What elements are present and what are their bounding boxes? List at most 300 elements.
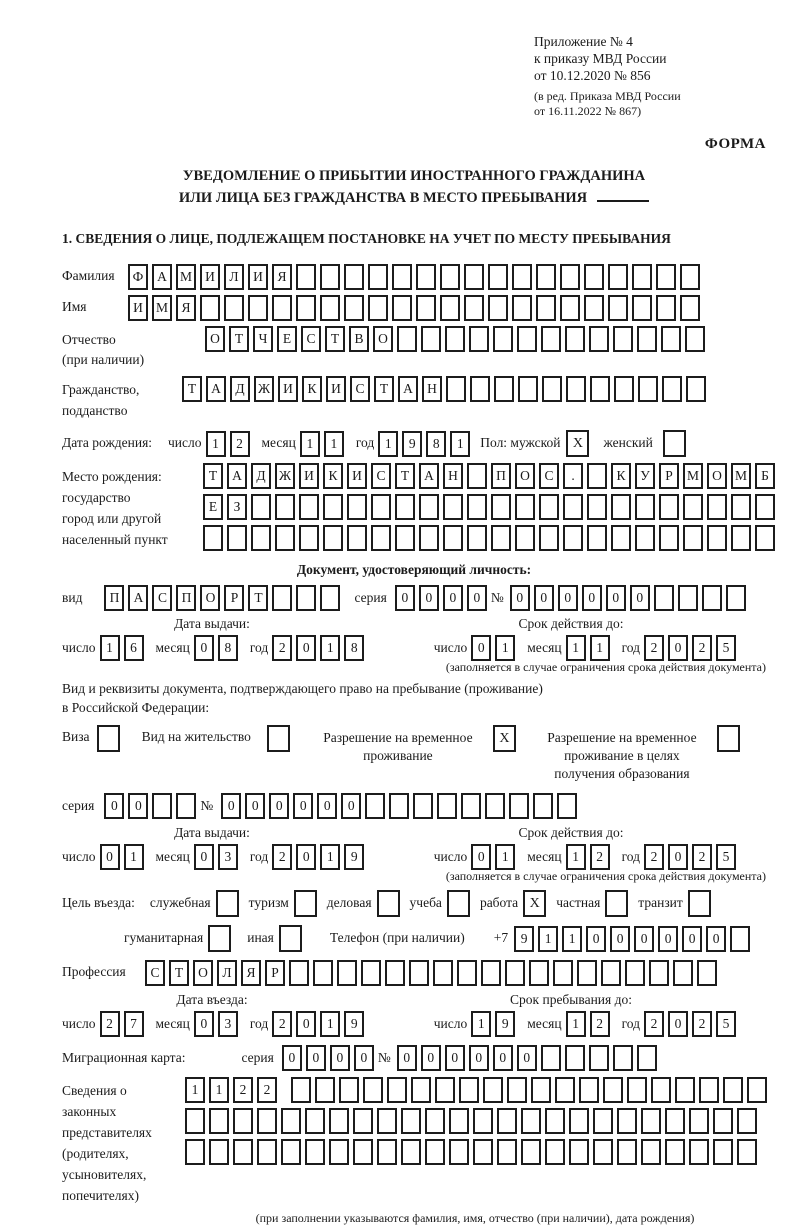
char-box[interactable]: В xyxy=(349,326,369,352)
char-box[interactable] xyxy=(665,1108,685,1134)
purpose-study-checkbox[interactable] xyxy=(447,890,470,917)
char-box[interactable]: И xyxy=(278,376,298,402)
char-box[interactable] xyxy=(497,1108,517,1134)
char-box[interactable] xyxy=(713,1108,733,1134)
char-box[interactable]: 0 xyxy=(471,844,491,870)
char-box[interactable] xyxy=(353,1108,373,1134)
char-box[interactable] xyxy=(494,376,514,402)
char-box[interactable]: О xyxy=(205,326,225,352)
char-box[interactable]: С xyxy=(350,376,370,402)
char-box[interactable]: О xyxy=(373,326,393,352)
char-box[interactable] xyxy=(512,295,532,321)
char-box[interactable]: 2 xyxy=(590,844,610,870)
char-box[interactable]: 0 xyxy=(558,585,578,611)
char-box[interactable]: 2 xyxy=(590,1011,610,1037)
char-box[interactable] xyxy=(689,1139,709,1165)
char-box[interactable]: 1 xyxy=(100,635,120,661)
char-box[interactable] xyxy=(296,264,316,290)
char-box[interactable]: 9 xyxy=(514,926,534,952)
char-box[interactable]: У xyxy=(635,463,655,489)
char-box[interactable]: Ч xyxy=(253,326,273,352)
char-box[interactable] xyxy=(518,376,538,402)
char-box[interactable] xyxy=(707,494,727,520)
char-box[interactable] xyxy=(584,264,604,290)
char-box[interactable]: С xyxy=(371,463,391,489)
char-box[interactable]: 1 xyxy=(566,635,586,661)
char-box[interactable] xyxy=(281,1108,301,1134)
char-box[interactable] xyxy=(389,793,409,819)
purpose-work-checkbox[interactable]: X xyxy=(523,890,546,917)
char-box[interactable] xyxy=(185,1108,205,1134)
char-box[interactable] xyxy=(713,1139,733,1165)
char-box[interactable] xyxy=(731,525,751,551)
char-box[interactable] xyxy=(433,960,453,986)
char-box[interactable]: 3 xyxy=(218,1011,238,1037)
char-box[interactable]: Я xyxy=(176,295,196,321)
char-box[interactable] xyxy=(248,295,268,321)
char-box[interactable] xyxy=(505,960,525,986)
char-box[interactable]: 1 xyxy=(590,635,610,661)
char-box[interactable] xyxy=(541,1045,561,1071)
char-box[interactable] xyxy=(680,295,700,321)
char-box[interactable] xyxy=(411,1077,431,1103)
char-box[interactable]: 0 xyxy=(354,1045,374,1071)
char-box[interactable] xyxy=(521,1139,541,1165)
char-box[interactable]: 2 xyxy=(100,1011,120,1037)
char-box[interactable] xyxy=(577,960,597,986)
char-box[interactable]: 0 xyxy=(245,793,265,819)
char-box[interactable] xyxy=(545,1108,565,1134)
char-box[interactable] xyxy=(251,525,271,551)
char-box[interactable] xyxy=(593,1108,613,1134)
char-box[interactable] xyxy=(625,960,645,986)
char-box[interactable] xyxy=(409,960,429,986)
char-box[interactable] xyxy=(608,295,628,321)
char-box[interactable]: 1 xyxy=(538,926,558,952)
char-box[interactable]: 1 xyxy=(566,844,586,870)
char-box[interactable]: 2 xyxy=(233,1077,253,1103)
char-box[interactable]: 0 xyxy=(419,585,439,611)
char-box[interactable]: 0 xyxy=(104,793,124,819)
char-box[interactable]: 6 xyxy=(124,635,144,661)
char-box[interactable]: Л xyxy=(224,264,244,290)
char-box[interactable] xyxy=(587,463,607,489)
char-box[interactable] xyxy=(512,264,532,290)
char-box[interactable] xyxy=(344,295,364,321)
char-box[interactable]: П xyxy=(176,585,196,611)
char-box[interactable] xyxy=(329,1108,349,1134)
char-box[interactable]: Е xyxy=(203,494,223,520)
char-box[interactable] xyxy=(536,264,556,290)
char-box[interactable]: 0 xyxy=(194,635,214,661)
char-box[interactable] xyxy=(413,793,433,819)
char-box[interactable]: З xyxy=(227,494,247,520)
char-box[interactable]: О xyxy=(200,585,220,611)
char-box[interactable] xyxy=(416,295,436,321)
char-box[interactable]: 2 xyxy=(272,844,292,870)
char-box[interactable] xyxy=(531,1077,551,1103)
char-box[interactable] xyxy=(635,525,655,551)
char-box[interactable]: А xyxy=(152,264,172,290)
char-box[interactable] xyxy=(233,1139,253,1165)
char-box[interactable] xyxy=(203,525,223,551)
char-box[interactable] xyxy=(601,960,621,986)
char-box[interactable] xyxy=(545,1139,565,1165)
char-box[interactable]: 0 xyxy=(395,585,415,611)
char-box[interactable]: 0 xyxy=(534,585,554,611)
char-box[interactable] xyxy=(491,494,511,520)
char-box[interactable]: 0 xyxy=(443,585,463,611)
char-box[interactable]: 0 xyxy=(100,844,120,870)
char-box[interactable]: А xyxy=(398,376,418,402)
char-box[interactable]: И xyxy=(326,376,346,402)
char-box[interactable]: 0 xyxy=(317,793,337,819)
char-box[interactable]: 0 xyxy=(269,793,289,819)
char-box[interactable] xyxy=(589,1045,609,1071)
char-box[interactable] xyxy=(654,585,674,611)
char-box[interactable] xyxy=(560,264,580,290)
char-box[interactable] xyxy=(461,793,481,819)
char-box[interactable] xyxy=(497,1139,517,1165)
char-box[interactable]: Б xyxy=(755,463,775,489)
temp-residence-education-checkbox[interactable] xyxy=(717,725,740,752)
char-box[interactable] xyxy=(521,1108,541,1134)
char-box[interactable]: Т xyxy=(203,463,223,489)
char-box[interactable] xyxy=(320,585,340,611)
char-box[interactable] xyxy=(726,585,746,611)
char-box[interactable]: 0 xyxy=(493,1045,513,1071)
char-box[interactable]: Т xyxy=(229,326,249,352)
char-box[interactable] xyxy=(563,525,583,551)
char-box[interactable] xyxy=(661,326,681,352)
char-box[interactable]: Л xyxy=(217,960,237,986)
char-box[interactable]: 1 xyxy=(185,1077,205,1103)
char-box[interactable] xyxy=(614,376,634,402)
char-box[interactable] xyxy=(491,525,511,551)
char-box[interactable]: А xyxy=(227,463,247,489)
char-box[interactable] xyxy=(464,295,484,321)
char-box[interactable]: 0 xyxy=(510,585,530,611)
char-box[interactable]: 0 xyxy=(194,1011,214,1037)
char-box[interactable] xyxy=(699,1077,719,1103)
char-box[interactable] xyxy=(275,525,295,551)
char-box[interactable] xyxy=(565,1045,585,1071)
char-box[interactable] xyxy=(638,376,658,402)
char-box[interactable]: 0 xyxy=(471,635,491,661)
char-box[interactable] xyxy=(473,1108,493,1134)
char-box[interactable] xyxy=(323,494,343,520)
char-box[interactable] xyxy=(517,326,537,352)
char-box[interactable] xyxy=(678,585,698,611)
char-box[interactable]: 0 xyxy=(128,793,148,819)
char-box[interactable]: 0 xyxy=(668,1011,688,1037)
char-box[interactable]: 0 xyxy=(517,1045,537,1071)
char-box[interactable] xyxy=(613,326,633,352)
char-box[interactable] xyxy=(421,326,441,352)
char-box[interactable] xyxy=(467,525,487,551)
purpose-tourism-checkbox[interactable] xyxy=(294,890,317,917)
temp-residence-checkbox[interactable]: X xyxy=(493,725,516,752)
char-box[interactable]: М xyxy=(176,264,196,290)
char-box[interactable] xyxy=(435,1077,455,1103)
char-box[interactable] xyxy=(419,494,439,520)
char-box[interactable]: 1 xyxy=(471,1011,491,1037)
char-box[interactable]: 2 xyxy=(692,844,712,870)
char-box[interactable]: К xyxy=(323,463,343,489)
char-box[interactable] xyxy=(440,264,460,290)
char-box[interactable] xyxy=(337,960,357,986)
char-box[interactable] xyxy=(533,793,553,819)
char-box[interactable] xyxy=(320,295,340,321)
sex-male-checkbox[interactable]: X xyxy=(566,430,589,457)
char-box[interactable]: 0 xyxy=(682,926,702,952)
char-box[interactable] xyxy=(305,1108,325,1134)
char-box[interactable]: Р xyxy=(659,463,679,489)
purpose-private-checkbox[interactable] xyxy=(605,890,628,917)
char-box[interactable] xyxy=(697,960,717,986)
char-box[interactable] xyxy=(617,1108,637,1134)
char-box[interactable] xyxy=(344,264,364,290)
char-box[interactable] xyxy=(347,525,367,551)
char-box[interactable]: А xyxy=(128,585,148,611)
char-box[interactable] xyxy=(368,295,388,321)
char-box[interactable]: 9 xyxy=(402,431,422,457)
char-box[interactable] xyxy=(707,525,727,551)
char-box[interactable]: 0 xyxy=(658,926,678,952)
char-box[interactable] xyxy=(449,1108,469,1134)
char-box[interactable] xyxy=(469,326,489,352)
char-box[interactable] xyxy=(425,1108,445,1134)
purpose-official-checkbox[interactable] xyxy=(216,890,239,917)
char-box[interactable]: С xyxy=(145,960,165,986)
char-box[interactable]: 1 xyxy=(324,431,344,457)
char-box[interactable] xyxy=(685,326,705,352)
char-box[interactable]: С xyxy=(539,463,559,489)
char-box[interactable] xyxy=(566,376,586,402)
char-box[interactable]: 8 xyxy=(218,635,238,661)
char-box[interactable]: . xyxy=(563,463,583,489)
char-box[interactable]: И xyxy=(200,264,220,290)
char-box[interactable] xyxy=(515,525,535,551)
char-box[interactable] xyxy=(419,525,439,551)
char-box[interactable] xyxy=(416,264,436,290)
char-box[interactable] xyxy=(473,1139,493,1165)
char-box[interactable] xyxy=(257,1108,277,1134)
char-box[interactable]: Т xyxy=(374,376,394,402)
char-box[interactable] xyxy=(227,525,247,551)
char-box[interactable] xyxy=(371,525,391,551)
char-box[interactable]: Я xyxy=(241,960,261,986)
char-box[interactable]: 0 xyxy=(668,844,688,870)
char-box[interactable] xyxy=(320,264,340,290)
char-box[interactable] xyxy=(272,295,292,321)
char-box[interactable] xyxy=(493,326,513,352)
char-box[interactable]: 1 xyxy=(495,635,515,661)
char-box[interactable] xyxy=(560,295,580,321)
char-box[interactable]: 2 xyxy=(644,635,664,661)
char-box[interactable] xyxy=(529,960,549,986)
char-box[interactable] xyxy=(507,1077,527,1103)
char-box[interactable]: 0 xyxy=(293,793,313,819)
char-box[interactable] xyxy=(347,494,367,520)
char-box[interactable] xyxy=(723,1077,743,1103)
char-box[interactable] xyxy=(613,1045,633,1071)
char-box[interactable]: 0 xyxy=(668,635,688,661)
char-box[interactable]: К xyxy=(302,376,322,402)
char-box[interactable]: Д xyxy=(230,376,250,402)
char-box[interactable] xyxy=(686,376,706,402)
char-box[interactable]: О xyxy=(193,960,213,986)
char-box[interactable]: 9 xyxy=(495,1011,515,1037)
char-box[interactable]: 0 xyxy=(306,1045,326,1071)
char-box[interactable]: А xyxy=(419,463,439,489)
char-box[interactable] xyxy=(467,494,487,520)
char-box[interactable] xyxy=(737,1108,757,1134)
char-box[interactable] xyxy=(542,376,562,402)
visa-checkbox[interactable] xyxy=(97,725,120,752)
char-box[interactable]: 1 xyxy=(124,844,144,870)
char-box[interactable] xyxy=(649,960,669,986)
char-box[interactable]: 1 xyxy=(450,431,470,457)
char-box[interactable] xyxy=(481,960,501,986)
char-box[interactable] xyxy=(593,1139,613,1165)
char-box[interactable]: 0 xyxy=(610,926,630,952)
char-box[interactable] xyxy=(299,525,319,551)
char-box[interactable] xyxy=(272,585,292,611)
char-box[interactable] xyxy=(755,494,775,520)
char-box[interactable] xyxy=(662,376,682,402)
char-box[interactable] xyxy=(353,1139,373,1165)
char-box[interactable]: М xyxy=(152,295,172,321)
purpose-humanitarian-checkbox[interactable] xyxy=(208,925,231,952)
char-box[interactable] xyxy=(209,1108,229,1134)
char-box[interactable]: 0 xyxy=(630,585,650,611)
char-box[interactable] xyxy=(339,1077,359,1103)
char-box[interactable] xyxy=(305,1139,325,1165)
char-box[interactable] xyxy=(563,494,583,520)
char-box[interactable]: 1 xyxy=(320,1011,340,1037)
char-box[interactable] xyxy=(488,295,508,321)
char-box[interactable]: 0 xyxy=(282,1045,302,1071)
char-box[interactable] xyxy=(152,793,172,819)
char-box[interactable] xyxy=(457,960,477,986)
char-box[interactable]: О xyxy=(707,463,727,489)
char-box[interactable]: 2 xyxy=(230,431,250,457)
char-box[interactable]: Ж xyxy=(275,463,295,489)
char-box[interactable]: Ж xyxy=(254,376,274,402)
char-box[interactable]: Р xyxy=(265,960,285,986)
char-box[interactable] xyxy=(579,1077,599,1103)
char-box[interactable] xyxy=(641,1108,661,1134)
char-box[interactable]: Т xyxy=(169,960,189,986)
char-box[interactable]: И xyxy=(299,463,319,489)
char-box[interactable] xyxy=(395,525,415,551)
char-box[interactable]: 1 xyxy=(206,431,226,457)
char-box[interactable] xyxy=(569,1108,589,1134)
char-box[interactable]: Т xyxy=(182,376,202,402)
char-box[interactable] xyxy=(233,1108,253,1134)
char-box[interactable]: 2 xyxy=(257,1077,277,1103)
char-box[interactable] xyxy=(363,1077,383,1103)
char-box[interactable]: К xyxy=(611,463,631,489)
char-box[interactable] xyxy=(665,1139,685,1165)
char-box[interactable]: Т xyxy=(325,326,345,352)
char-box[interactable] xyxy=(470,376,490,402)
char-box[interactable] xyxy=(443,525,463,551)
char-box[interactable] xyxy=(632,264,652,290)
char-box[interactable] xyxy=(467,463,487,489)
char-box[interactable] xyxy=(557,793,577,819)
char-box[interactable]: И xyxy=(248,264,268,290)
char-box[interactable]: М xyxy=(683,463,703,489)
char-box[interactable]: Я xyxy=(272,264,292,290)
char-box[interactable] xyxy=(485,793,505,819)
char-box[interactable] xyxy=(637,1045,657,1071)
char-box[interactable]: 0 xyxy=(467,585,487,611)
char-box[interactable]: 0 xyxy=(706,926,726,952)
char-box[interactable] xyxy=(385,960,405,986)
char-box[interactable] xyxy=(553,960,573,986)
char-box[interactable]: 5 xyxy=(716,635,736,661)
char-box[interactable] xyxy=(281,1139,301,1165)
char-box[interactable] xyxy=(387,1077,407,1103)
char-box[interactable] xyxy=(299,494,319,520)
char-box[interactable]: 2 xyxy=(692,1011,712,1037)
char-box[interactable] xyxy=(659,525,679,551)
char-box[interactable]: 8 xyxy=(426,431,446,457)
purpose-other-checkbox[interactable] xyxy=(279,925,302,952)
char-box[interactable] xyxy=(296,295,316,321)
sex-female-checkbox[interactable] xyxy=(663,430,686,457)
char-box[interactable]: 1 xyxy=(495,844,515,870)
char-box[interactable] xyxy=(449,1139,469,1165)
char-box[interactable] xyxy=(329,1139,349,1165)
char-box[interactable]: 1 xyxy=(378,431,398,457)
char-box[interactable]: 0 xyxy=(586,926,606,952)
char-box[interactable]: П xyxy=(104,585,124,611)
char-box[interactable] xyxy=(371,494,391,520)
char-box[interactable] xyxy=(683,525,703,551)
char-box[interactable] xyxy=(603,1077,623,1103)
char-box[interactable] xyxy=(209,1139,229,1165)
purpose-transit-checkbox[interactable] xyxy=(688,890,711,917)
char-box[interactable]: 9 xyxy=(344,1011,364,1037)
char-box[interactable] xyxy=(289,960,309,986)
char-box[interactable] xyxy=(377,1108,397,1134)
char-box[interactable] xyxy=(608,264,628,290)
char-box[interactable] xyxy=(275,494,295,520)
char-box[interactable] xyxy=(401,1139,421,1165)
char-box[interactable] xyxy=(656,295,676,321)
char-box[interactable] xyxy=(635,494,655,520)
char-box[interactable] xyxy=(627,1077,647,1103)
char-box[interactable]: Т xyxy=(248,585,268,611)
char-box[interactable]: 0 xyxy=(582,585,602,611)
char-box[interactable]: 2 xyxy=(272,635,292,661)
char-box[interactable]: 1 xyxy=(566,1011,586,1037)
char-box[interactable]: 9 xyxy=(344,844,364,870)
char-box[interactable] xyxy=(377,1139,397,1165)
char-box[interactable]: М xyxy=(731,463,751,489)
char-box[interactable]: 1 xyxy=(320,844,340,870)
char-box[interactable]: П xyxy=(491,463,511,489)
char-box[interactable] xyxy=(611,494,631,520)
char-box[interactable] xyxy=(673,960,693,986)
char-box[interactable] xyxy=(737,1139,757,1165)
char-box[interactable] xyxy=(731,494,751,520)
char-box[interactable] xyxy=(590,376,610,402)
char-box[interactable]: С xyxy=(152,585,172,611)
